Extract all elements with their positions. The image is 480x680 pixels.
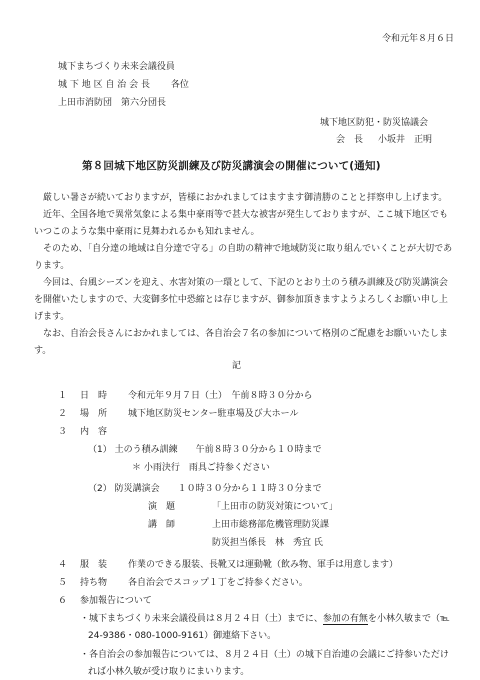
content-sub-1: （1） 土のう積み訓練 午前８時３０分から１０時まで [88, 445, 322, 455]
lecturer-affiliation: 上田市総務部危機管理防災課 [212, 520, 330, 530]
item-value-datetime: 令和元年９月７日（土） 午前８時３０分から [128, 391, 313, 401]
body-paragraph-2: 近年、全国各地で異常気象による集中豪雨等で甚大な被害が発生しておりますが、ここ城下地区でもいつこのような集中豪雨に見舞われるかも知れません。 [34, 210, 449, 237]
item-label-datetime: 日 時 [80, 391, 108, 401]
item-number-2: ２ [58, 409, 68, 419]
item-number-1: １ [58, 391, 68, 401]
report-line-2: ・各自治会の参加報告については、８月２４日（土）の城下自治連の会議にご持参いただけ [80, 650, 449, 660]
report-line-1-end: を小林久敏まで（℡ [367, 614, 450, 624]
recipient-line-1: 城下まちづくり未来会議役員 [58, 62, 175, 72]
report-line-1-phone: 24-9386・080-1000-9161）御連絡下さい。 [88, 631, 277, 641]
item-number-3: ３ [58, 427, 68, 437]
document-date: 令和元年８月６日 [381, 34, 454, 44]
report-line-2-cont: れば小林久敏が受け取りにまいります。 [88, 667, 250, 677]
sender-name: 小坂井 正明 [378, 135, 433, 145]
report-line-1-start: ・城下まちづくり未来会議役員は８月２４日（土）までに、 [80, 614, 323, 624]
report-attendance-underlined: 参加の有無 [322, 614, 368, 624]
content-sub-2: （2） 防災講演会 １０時３０分から１１時３０分まで [88, 484, 322, 494]
item-label-content: 内 容 [80, 427, 108, 437]
lecture-topic-value: 「上田市の防災対策について」 [212, 502, 338, 512]
item-label-attire: 服 装 [80, 560, 108, 570]
item-label-report: 参加報告について [80, 596, 152, 606]
recipient-line-2: 城 下 地 区 自 治 会 長 各位 [58, 80, 189, 90]
document-title: 第８回城下地区防災訓練及び防災講演会の開催について(通知) [82, 160, 381, 172]
item-number-6: ６ [58, 596, 68, 606]
body-text [34, 190, 454, 360]
body-paragraph-3: そのため、「自分達の地域は自分達で守る」の自助の精神で地域防災に取り組んでいくことが大切であります。 [34, 244, 453, 271]
report-line-1 [80, 614, 450, 625]
lecturer-label: 講 師 [148, 520, 176, 530]
body-paragraph-5: なお、自治会長さんにおかれましては、各自治会７名の参加について格別のご配慮をお願いいたします。 [34, 329, 448, 356]
lecturer-name: 防災担当係長 林 秀宜 氏 [212, 538, 323, 548]
item-value-place: 城下地区防災センター駐車場及び大ホール [128, 409, 299, 419]
item-value-attire: 作業のできる服装、長靴又は運動靴（飲み物、軍手は用意します） [128, 560, 399, 570]
item-label-belongings: 持ち物 [80, 578, 108, 588]
body-paragraph-1: 厳しい暑さが続いておりますが，皆様におかれましてはますます御清勝のことと拝察申し上げます。 [34, 193, 448, 203]
item-label-place: 場 所 [80, 409, 108, 419]
content-sub-1-note: ＊ 小雨決行 雨具ご持参ください [132, 463, 270, 473]
sender-role: 会 長 [336, 135, 364, 145]
lecture-topic-label: 演 題 [148, 502, 176, 512]
sender-organization: 城下地区防犯・防災協議会 [320, 118, 429, 128]
ki-heading: 記 [232, 361, 242, 371]
body-paragraph-4: 今回は、台風シーズンを迎え、水害対策の一環として、下記のとおり土のう積み訓練及び防災講演会を開催いたしますので、大変御多忙中恐縮とは存じますが、御参加頂きますようよろしくお願い申し上げます。 [34, 278, 448, 322]
item-number-5: ５ [58, 578, 68, 588]
recipient-line-3: 上田市消防団 第六分団長 [58, 98, 167, 108]
item-value-belongings: 各自治会でスコップ１丁をご持参ください。 [128, 578, 308, 588]
item-number-4: ４ [58, 560, 68, 570]
